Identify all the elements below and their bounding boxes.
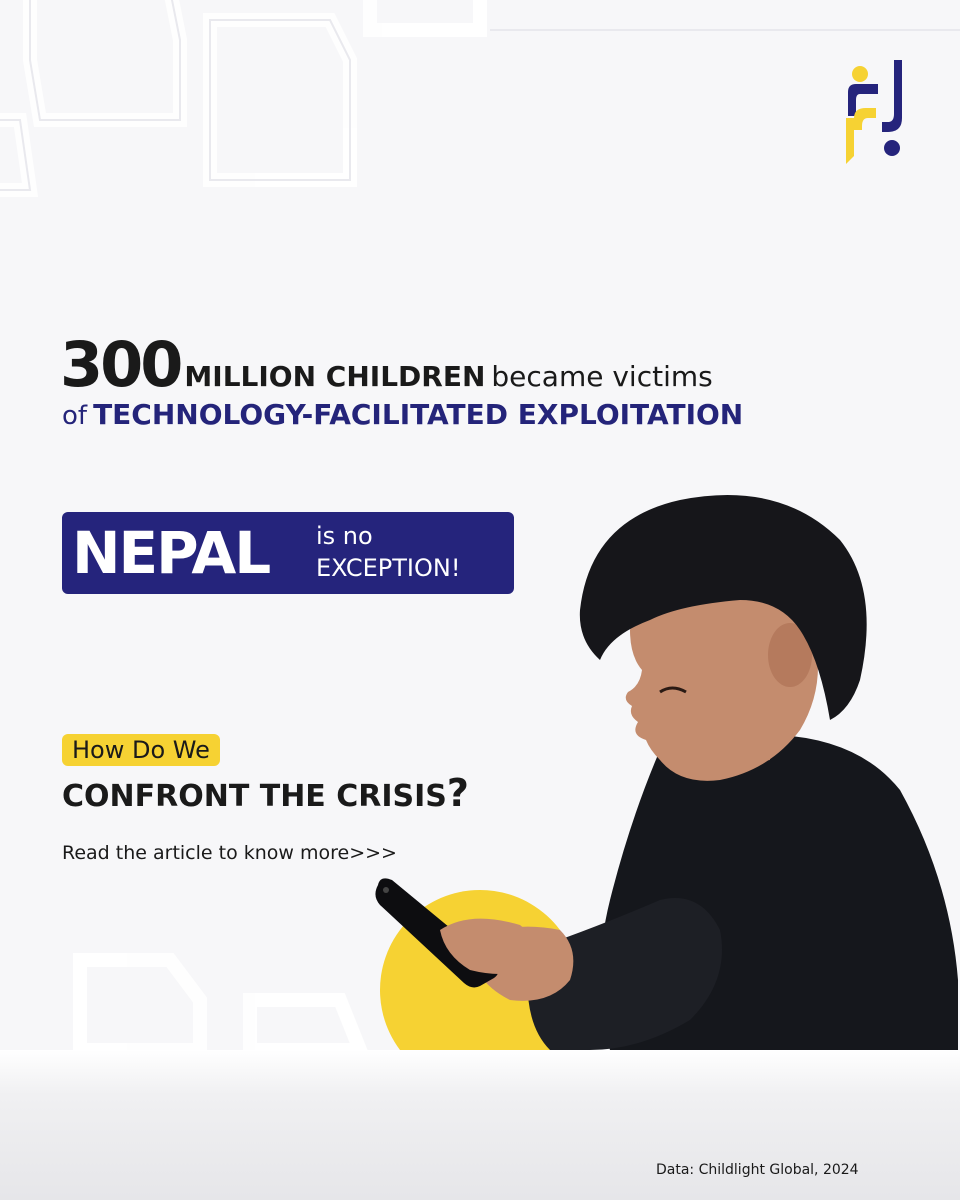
question-mark: ?: [446, 771, 469, 815]
stat-subject: MILLION CHILDREN: [184, 360, 486, 393]
stat-preposition: of: [62, 401, 88, 431]
stat-topic: TECHNOLOGY-FACILITATED EXPLOITATION: [93, 398, 744, 431]
banner-line-2: EXCEPTION!: [316, 554, 461, 582]
child-photo: [360, 460, 960, 1080]
brand-logo-icon: [838, 56, 910, 168]
question-intro: How Do We: [62, 734, 220, 766]
banner-line-1: is no: [316, 522, 373, 550]
stat-number: 300: [60, 328, 181, 401]
banner-country: NEPAL: [72, 519, 270, 587]
stat-verb: became victims: [491, 360, 713, 393]
headline-line-1: [60, 328, 713, 401]
question-main: [62, 771, 469, 815]
headline-line-2: [62, 398, 744, 431]
read-more-link[interactable]: Read the article to know more>>>: [62, 842, 397, 864]
question-main-text: CONFRONT THE CRISIS: [62, 779, 447, 814]
data-source: Data: Childlight Global, 2024: [656, 1162, 859, 1178]
